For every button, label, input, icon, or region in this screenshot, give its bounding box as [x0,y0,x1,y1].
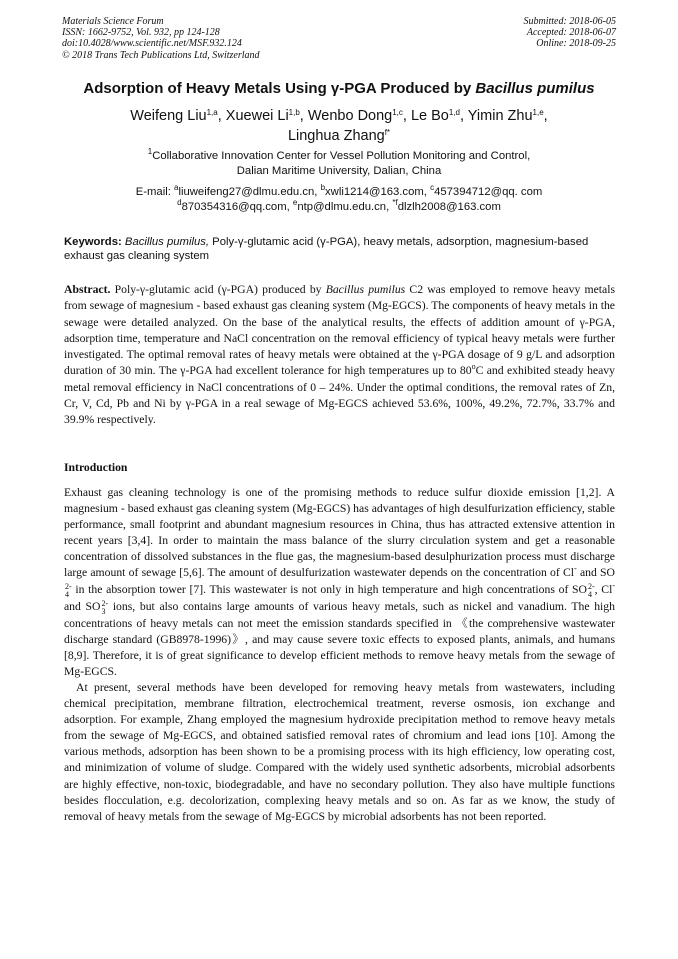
journal-name: Materials Science Forum [62,16,164,27]
paragraph-text: Exhaust gas cleaning technology is one of the promising methods to reduce sulfur dioxide emission [1,2]. A magnesium - based exhaust gas cleaning system (Mg-EGCS) has advantages of high desulfurization efficiency, stable performance, small footprint and abundant magnesium resources in China, thus has attracted extensive attention in recent years [3,4]. In order to maintain the mass balance of the slurry circulation system and get a reasonable concentration of dissolved substances in the flue gas, the magnesium-based desulphurization process must discharge large amount of sewage [5,6]. The amount of desulfurization wastewater depends on the concentration of Cl [64,486,615,580]
author-list: Weifeng Liu$^{1,a}$, Xuewei Li$^{1,b}$, Wenbo Dong$^{1,c}$, Le Bo$^{1,d}$, Yimin Zhu$^{1,e}$, Linghua Zhang$^{f*}$ [130,108,548,144]
keywords-text: Poly-γ-glutamic acid (γ-PGA), heavy metals, adsorption, magnesium-based exhaust gas cleaning system [64,236,589,262]
title-main: Adsorption of Heavy Metals Using γ-PGA Produced by [83,80,476,97]
author-name: Le Bo [410,108,449,124]
ion-notation [65,583,72,599]
paragraph-text: , Cl [594,582,613,596]
introduction-body [64,485,615,825]
ion-charge: 2- [101,598,109,608]
accepted-date: Accepted: 2018-06-07 [526,27,616,39]
keywords-species: Bacillus pumilus, [124,236,210,248]
email-mark: b [320,183,326,192]
copyright-line: © 2018 Trans Tech Publications Ltd, Switzerland [62,49,260,61]
author-affil-mark: 1,d [448,108,460,117]
dates-header [524,16,617,50]
author-affil-mark: 1,e [532,108,544,117]
title-species: Bacillus pumilus [475,80,595,97]
author-affil-mark: 1,b [288,108,300,117]
ion-subscript: 4 [587,589,592,599]
affiliation-mark: 1 [147,147,153,156]
email-list [40,185,638,215]
author-name: Yimin Zhu [467,108,533,124]
paragraph: At present, several methods have been developed for removing heavy metals from wastewaters, including chemical precipitation, membrane filtration, electrochemical treatment, reverse osmosis, ion exchange and adsorption. For example, Zhang employed the magnesium hydroxide precipitation method to remove heavy metals from the sewage of Mg-EGCS, and obtained satisfied removal rates of chromium and lead ions [10]. Among the various methods, adsorption has been shown to be a promising process with its high efficiency, low operating cost, and minimization of volume of sludge. Compared with the widely used synthetic adsorbents, microbial adsorbents are highly effective, non-toxic, biodegradable, and have no secondary pollution. They also have multiple functions besides flocculation, e.g. decolorization, complexing heavy metals and so on. As far as we know, the study of removal of heavy metals from the sewage of Mg-EGCS by microbial adsorbents has not been reported. [64,680,615,823]
abstract-text: C2 was employed to remove heavy metals from sewage of magnesium - based exhaust gas cleaning system (Mg-EGCS). The components of heavy metals in the sewage were detailed analyzed. On the base of the analytical results, the effects of addition amount of γ-PGA, adsorption time, temperature and NaCl concentration on the removal efficiency of typical heavy metals were further investigated. The optimal removal rates of heavy metals were obtained at the γ-PGA dosage of 9 g/L and adsorption duration of 30 min. The γ-PGA had excellent tolerance for high temperatures up to 80 [64,283,615,378]
affiliation-line: Collaborative Innovation Center for Vessel Pollution Monitoring and Control, [152,150,531,162]
email-mark: c [430,183,435,192]
author-name: Wenbo Dong [307,108,393,124]
abstract-label: Abstract. [64,283,111,296]
paper-title [40,80,638,97]
paragraph-text: ions, but also contains large amounts of various heavy metals, such as nickel and vanadium. The high concentrations of heavy metals can not meet the emission standards specified in 《the comprehensive wastewater discharge standard (GB8978-1996)》, and may cause severe toxic effects to exposed plants, animals, and humans [8,9]. Therefore, it is of great significance to develop efficient methods to remove heavy metals from the sewage of Mg-EGCS. [64,599,615,678]
section-heading-introduction: Introduction [64,461,128,474]
affiliation [40,149,638,179]
ion-charge: 2- [65,581,72,591]
email-mark: a [174,183,179,192]
doi-line: doi:10.4028/www.scientific.net/MSF.932.124 [62,38,242,50]
email-mark: e [292,198,298,207]
email-address[interactable]: ntp@dlmu.edu.cn, [297,201,393,213]
email-address[interactable]: xwli1214@163.com, [325,186,431,198]
email-address[interactable]: 870354316@qq.com, [181,201,293,213]
author-affil-mark: f* [384,128,391,137]
charge-mark: - [612,580,615,590]
ion-notation [588,583,595,599]
journal-header [62,16,260,61]
author-name: Xuewei Li [225,108,289,124]
email-label: E-mail: [135,186,175,198]
ion-subscript: 4 [65,589,69,599]
email-mark: *f [392,198,398,207]
paragraph-text: in the absorption tower [7]. This wastewater is not only in high temperature and high concentrations of SO [71,582,587,596]
submitted-date: Submitted: 2018-06-05 [523,16,616,27]
abstract [64,282,615,429]
email-address[interactable]: dlzlh2008@163.com [397,201,501,213]
paragraph-text: and SO [576,566,615,580]
author-name: Linghua Zhang [287,128,385,144]
abstract-text: C and exhibited steady heavy metal removal efficiency in NaCl concentrations of 0 – 24%. Under the optimal conditions, the removal rates of Zn, Cr, V, Cd, Pb and Ni by γ-PGA in a real sewage of Mg-EGCS achieved 53.6%, 100%, 49.2%, 72.7%, 33.7% and 39.9% respectively. [64,364,615,427]
affiliation-line: Dalian Maritime University, Dalian, China [236,165,442,177]
email-address[interactable]: liuweifeng27@dlmu.edu.cn, [178,186,321,198]
online-date: Online: 2018-09-25 [536,38,616,50]
ion-subscript: 3 [101,606,106,616]
email-address[interactable]: 457394712@qq. com [434,186,543,198]
paragraph [64,485,615,680]
paragraph-text: and SO [64,599,101,613]
charge-mark: - [574,564,577,574]
issn-line: ISSN: 1662-9752, Vol. 932, pp 124-128 [62,27,220,39]
ion-charge: 2- [587,581,595,591]
author-affil-mark: 1,a [206,108,218,117]
abstract-species: Bacillus pumilus [325,283,406,296]
keywords-label: Keywords: [64,236,125,248]
author-name: Weifeng Liu [130,108,207,124]
keywords [64,235,615,263]
author-affil-mark: 1,c [392,108,403,117]
email-mark: d [177,198,182,207]
degree-mark: o [471,362,476,372]
abstract-text: Poly-γ-glutamic acid (γ-PGA) produced by [110,283,326,296]
